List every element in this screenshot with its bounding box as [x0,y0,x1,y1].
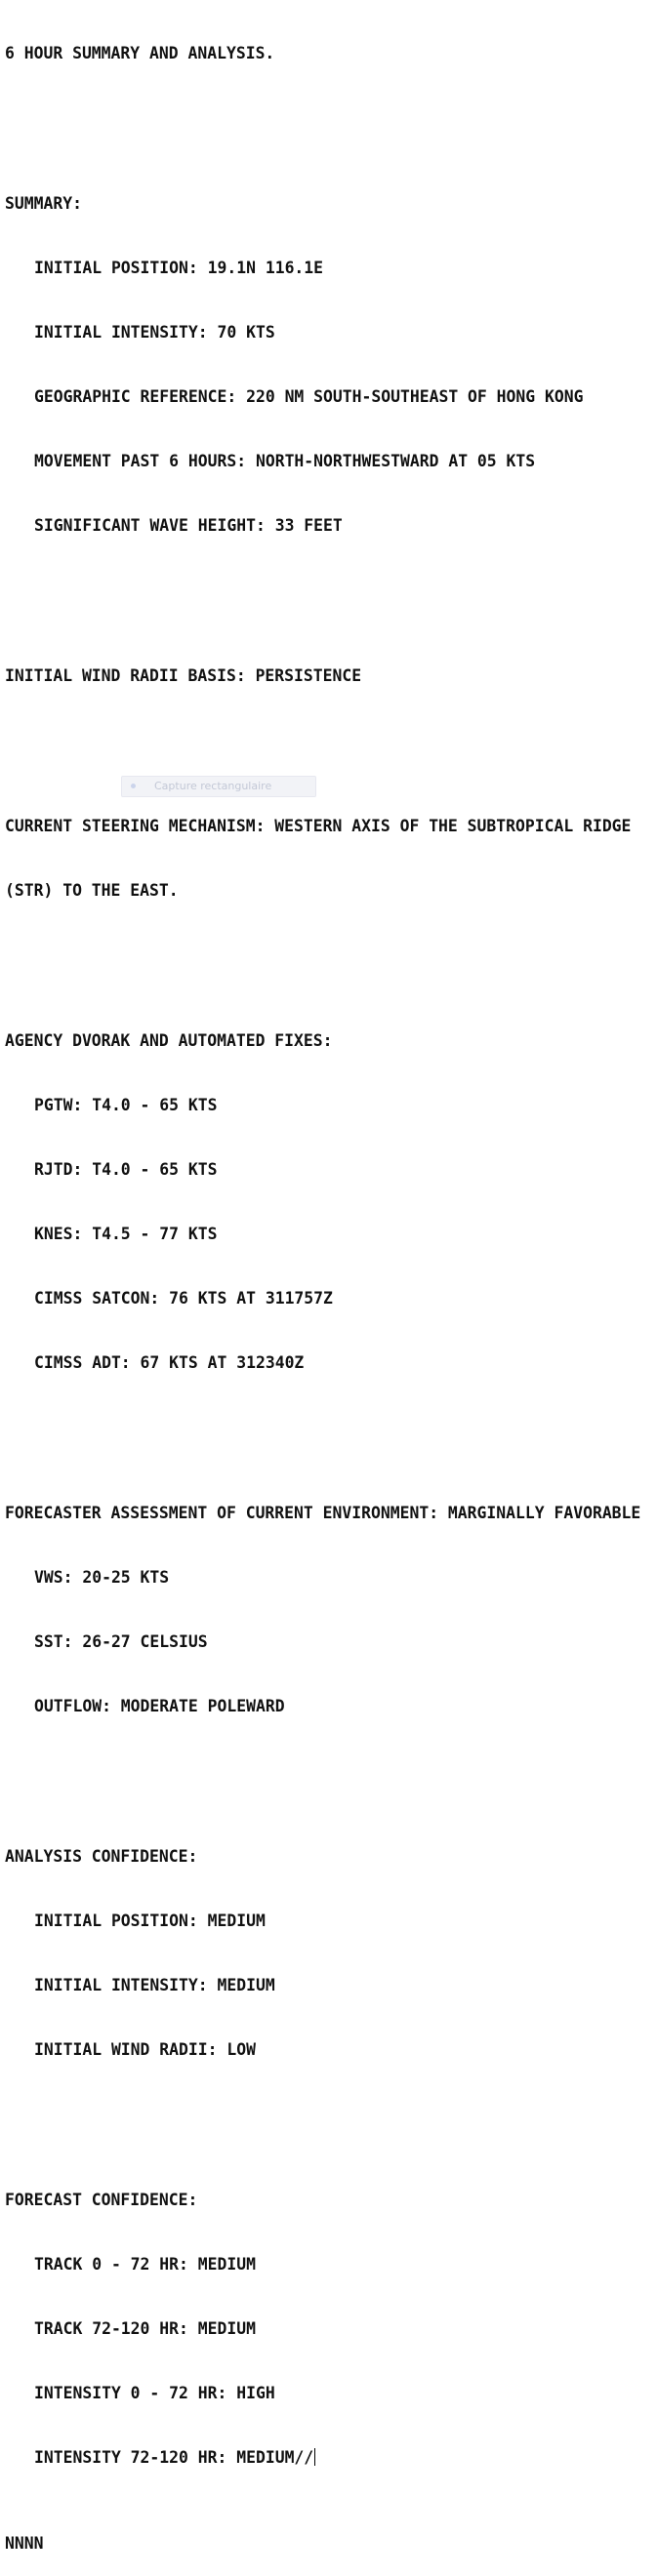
forecast-confidence-track-72-120: TRACK 72-120 HR: MEDIUM [34,2319,256,2338]
environment-sst: SST: 26-27 CELSIUS [34,1632,208,1651]
summary-heading: SUMMARY: [5,194,82,213]
blank-line [5,1417,640,1438]
summary-initial-position: INITIAL POSITION: 19.1N 116.1E [34,259,324,277]
summary-wave-height: SIGNIFICANT WAVE HEIGHT: 33 FEET [34,516,343,535]
environment-outflow: OUTFLOW: MODERATE POLEWARD [34,1697,285,1715]
forecast-confidence-heading: FORECAST CONFIDENCE: [5,2191,198,2209]
bulletin-title: 6 HOUR SUMMARY AND ANALYSIS. [5,44,275,62]
analysis-confidence-wind-radii: INITIAL WIND RADII: LOW [34,2040,256,2059]
fix-knes: KNES: T4.5 - 77 KTS [34,1225,218,1243]
analysis-confidence-heading: ANALYSIS CONFIDENCE: [5,1847,198,1866]
forecast-confidence-intensity-72-120-line[interactable] [5,2447,640,2469]
summary-initial-intensity: INITIAL INTENSITY: 70 KTS [34,323,275,342]
analysis-confidence-position: INITIAL POSITION: MEDIUM [34,1912,266,1930]
blank-line [5,107,640,129]
fix-cimss-satcon: CIMSS SATCON: 76 KTS AT 311757Z [34,1289,333,1308]
forecast-confidence-intensity-72-120: INTENSITY 72-120 HR: MEDIUM// [34,2448,314,2467]
fix-pgtw: PGTW: T4.0 - 65 KTS [34,1096,218,1114]
fix-rjtd: RJTD: T4.0 - 65 KTS [34,1160,218,1179]
environment-heading: FORECASTER ASSESSMENT OF CURRENT ENVIRONMENT: MARGINALLY FAVORABLE [5,1504,641,1522]
steering-mechanism-line-2: (STR) TO THE EAST. [5,881,179,900]
blank-line [5,945,640,966]
end-marker: NNNN [5,2534,44,2553]
capture-dot-icon [131,784,136,788]
capture-tooltip-label: Capture rectangulaire [154,780,272,792]
blank-line [5,730,640,751]
analysis-confidence-intensity: INITIAL INTENSITY: MEDIUM [34,1976,275,1994]
summary-geographic-reference: GEOGRAPHIC REFERENCE: 220 NM SOUTH-SOUTHEAST OF HONG KONG [34,387,584,406]
steering-mechanism-line-1: CURRENT STEERING MECHANISM: WESTERN AXIS OF THE SUBTROPICAL RIDGE [5,817,632,835]
forecast-confidence-intensity-0-72: INTENSITY 0 - 72 HR: HIGH [34,2384,275,2402]
blank-line [5,1760,640,1782]
forecast-confidence-track-0-72: TRACK 0 - 72 HR: MEDIUM [34,2255,256,2274]
blank-line [5,580,640,601]
fix-cimss-adt: CIMSS ADT: 67 KTS AT 312340Z [34,1353,305,1372]
fixes-heading: AGENCY DVORAK AND AUTOMATED FIXES: [5,1031,333,1050]
capture-tooltip [121,776,316,797]
text-cursor [314,2448,315,2466]
wind-radii-basis: INITIAL WIND RADII BASIS: PERSISTENCE [5,666,362,685]
summary-movement: MOVEMENT PAST 6 HOURS: NORTH-NORTHWESTWARD AT 05 KTS [34,452,536,470]
bulletin-document [5,0,640,2576]
blank-line [5,2104,640,2125]
environment-vws: VWS: 20-25 KTS [34,1568,170,1587]
